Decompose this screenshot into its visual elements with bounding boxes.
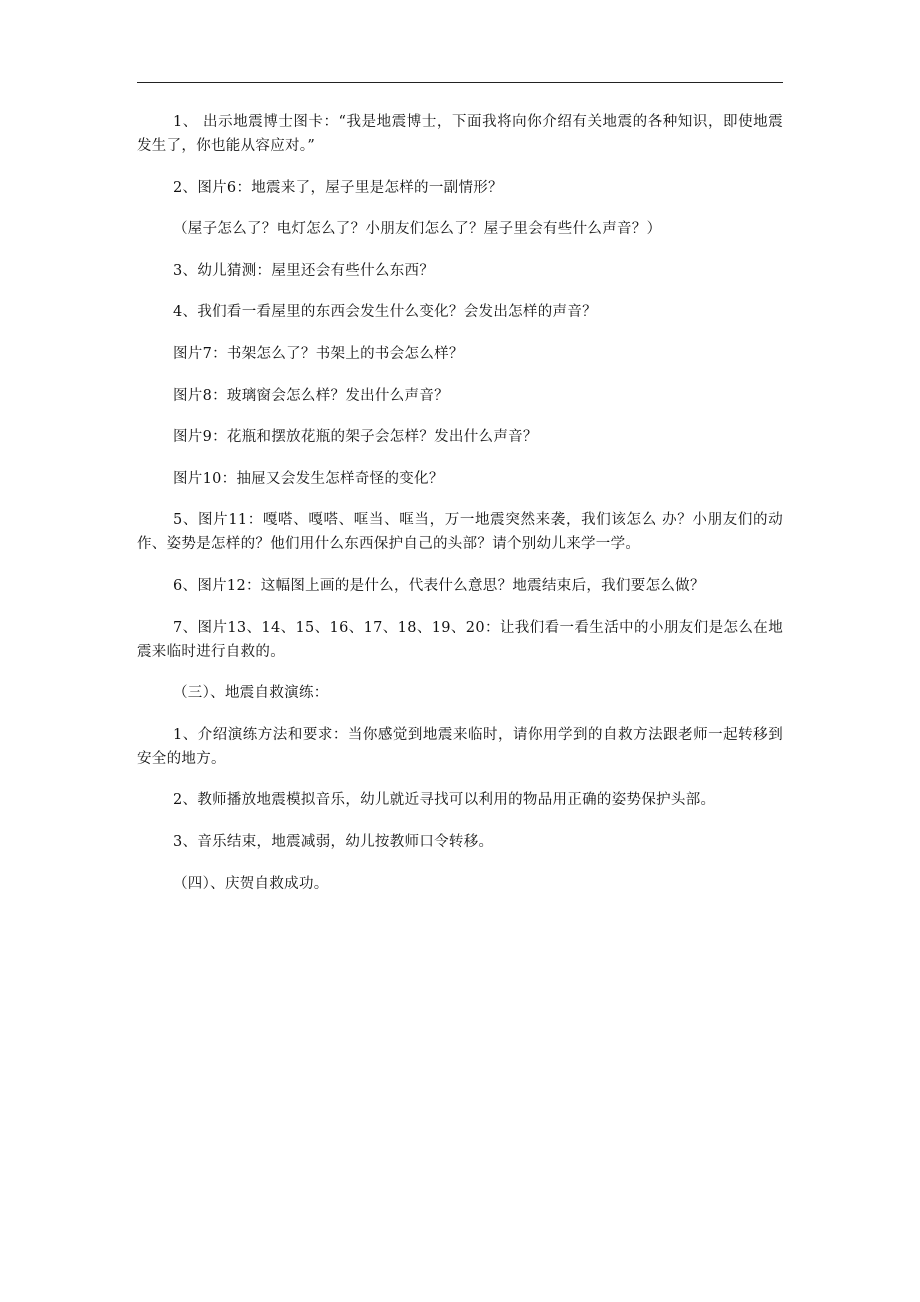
document-body <box>137 110 783 913</box>
paragraph: 4、我们看一看屋里的东西会发生什么变化？会发出怎样的声音？ <box>173 304 597 321</box>
header-rule <box>137 82 783 83</box>
paragraph: 图片8：玻璃窗会怎么样？发出什么声音？ <box>173 387 449 404</box>
paragraph: 1、 出示地震博士图卡：“我是地震博士，下面我将向你介绍有关地震的各种知识，即使地震发生了，你也能从容应对。” <box>137 114 783 154</box>
paragraph: 2、图片6：地震来了，屋子里是怎样的一副情形？ <box>173 179 503 196</box>
paragraph: 6、图片12：这幅图上画的是什么，代表什么意思？地震结束后，我们要怎么做？ <box>173 577 705 594</box>
section-heading: （三）、地震自救演练： <box>173 685 329 702</box>
paragraph: 图片10：抽屉又会发生怎样奇怪的变化？ <box>173 470 444 487</box>
paragraph: 5、图片11：嘎嗒、嘎嗒、哐当、哐当，万一地震突然来袭，我们该怎么 办？小朋友们的动作、姿势是怎样的？他们用什么东西保护自己的头部？请个别幼儿来学一学。 <box>137 512 783 553</box>
paragraph: 图片9：花瓶和摆放花瓶的架子会怎样？发出什么声音？ <box>173 429 538 446</box>
paragraph: （屋子怎么了？电灯怎么了？小朋友们怎么了？屋子里会有些什么声音？） <box>173 221 662 238</box>
paragraph: 7、图片13、14、15、16、17、18、19、20：让我们看一看生活中的小朋友们是怎么在地震来临时进行自救的。 <box>137 619 783 660</box>
paragraph: 2、教师播放地震模拟音乐，幼儿就近寻找可以利用的物品用正确的姿势保护头部。 <box>173 792 716 809</box>
section-heading: （四）、庆贺自救成功。 <box>173 875 329 892</box>
paragraph: 3、音乐结束，地震减弱，幼儿按教师口令转移。 <box>173 833 494 850</box>
paragraph: 3、幼儿猜测：屋里还会有些什么东西？ <box>173 262 435 279</box>
paragraph: 1、介绍演练方法和要求：当你感觉到地震来临时，请你用学到的自救方法跟老师一起转移到安全的地方。 <box>137 726 783 767</box>
paragraph: 图片7：书架怎么了？书架上的书会怎么样？ <box>173 345 464 362</box>
